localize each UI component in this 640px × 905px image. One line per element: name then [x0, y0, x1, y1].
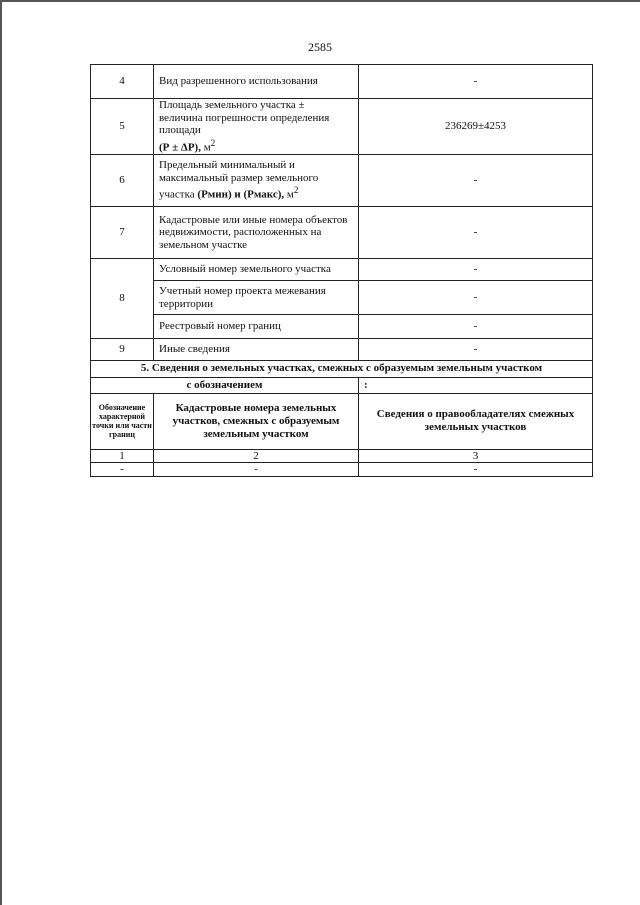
- label-line: максимальный размер земельного: [159, 171, 319, 184]
- table-row: [91, 339, 593, 361]
- table-cell: -: [154, 463, 359, 477]
- row-value: -: [359, 207, 593, 259]
- row-label: Условный номер земельного участка: [154, 259, 359, 281]
- designation-label: с обозначением: [91, 377, 359, 393]
- designation-value: :: [359, 377, 593, 393]
- table-cell: -: [91, 463, 154, 477]
- column-number: 1: [91, 449, 154, 463]
- row-value: -: [359, 155, 593, 207]
- row-label: Учетный номер проекта межевания территории: [154, 281, 359, 315]
- page-edge-top: [0, 0, 640, 2]
- label-unit-power: 2: [293, 185, 299, 196]
- table-row: [91, 281, 593, 315]
- label-unit: м: [284, 189, 294, 202]
- section-title-row: [91, 360, 593, 377]
- column-number: 3: [359, 449, 593, 463]
- label-line: Предельный минимальный и: [159, 159, 295, 172]
- table-row: [91, 207, 593, 259]
- table-row: [91, 315, 593, 339]
- designation-row: [91, 377, 593, 393]
- page-number: 2585: [308, 40, 332, 54]
- label-line: Площадь земельного участка ±: [159, 99, 305, 112]
- label-unit: м: [200, 141, 211, 154]
- label-formula: (Рмин) и (Рмакс),: [197, 189, 285, 202]
- page-edge-left: [0, 0, 2, 905]
- column-header: Сведения о правообладателях смежных земельных участков: [359, 393, 593, 449]
- row-value: -: [359, 281, 593, 315]
- label-line: величина погрешности определения: [159, 111, 330, 124]
- table-row: [91, 463, 593, 477]
- row-label: [154, 155, 359, 207]
- column-header-row: [91, 393, 593, 449]
- row-number: 6: [91, 155, 154, 207]
- row-label: Кадастровые или иные номера объектов недвижимости, расположенных на земельном участке: [154, 207, 359, 259]
- row-value: -: [359, 259, 593, 281]
- row-label: [154, 99, 359, 155]
- adjacent-parcels-table: [90, 360, 593, 477]
- table-cell: -: [359, 463, 593, 477]
- label-prefix: участка: [159, 189, 198, 202]
- column-number-row: [91, 449, 593, 463]
- row-number: 7: [91, 207, 154, 259]
- row-label: Иные сведения: [154, 339, 359, 361]
- row-number: 4: [91, 65, 154, 99]
- label-unit-power: 2: [210, 137, 216, 148]
- row-number: 8: [91, 259, 154, 339]
- row-label: Реестровый номер границ: [154, 315, 359, 339]
- parcel-info-table: [90, 64, 593, 361]
- table-row: [91, 99, 593, 155]
- row-value: -: [359, 339, 593, 361]
- row-number: 9: [91, 339, 154, 361]
- row-number: 5: [91, 99, 154, 155]
- label-formula: (Р ± ΔР),: [159, 141, 201, 154]
- column-header: Обозначение характерной точки или части границ: [91, 393, 154, 449]
- row-value: -: [359, 65, 593, 99]
- row-label: Вид разрешенного использования: [154, 65, 359, 99]
- table-row: [91, 259, 593, 281]
- section-title: 5. Сведения о земельных участках, смежных с образуемым земельным участком: [91, 360, 593, 377]
- column-header: Кадастровые номера земельных участков, смежных с образуемым земельным участком: [154, 393, 359, 449]
- row-value: 236269±4253: [359, 99, 593, 155]
- column-number: 2: [154, 449, 359, 463]
- row-value: -: [359, 315, 593, 339]
- table-row: [91, 65, 593, 99]
- table-row: [91, 155, 593, 207]
- label-line: площади: [159, 124, 201, 137]
